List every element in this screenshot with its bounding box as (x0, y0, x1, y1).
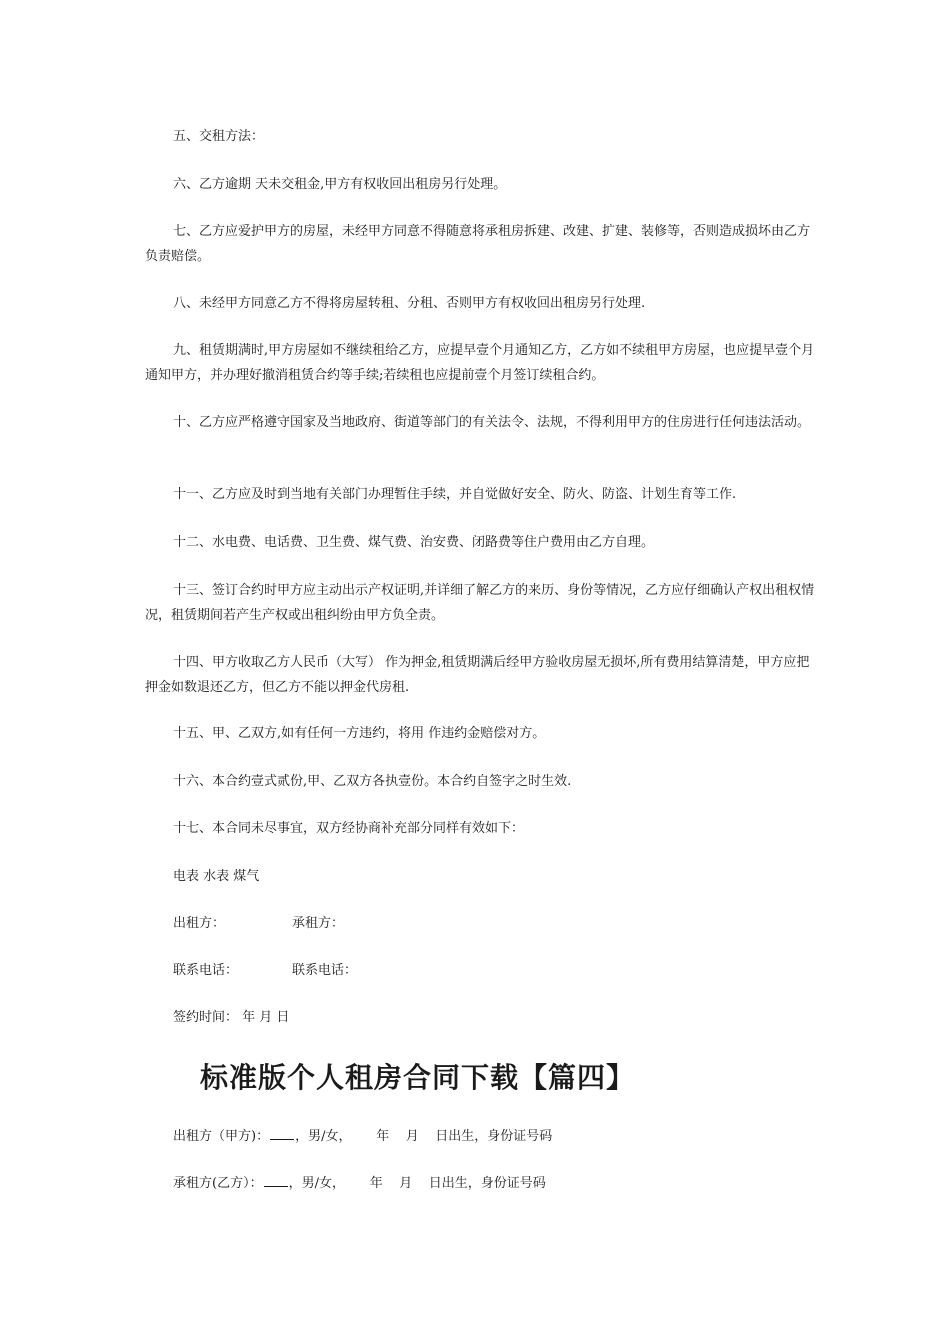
clause-8: 八、未经甲方同意乙方不得将房屋转租、分租、否则甲方有权收回出租房另行处理. (173, 296, 646, 311)
clause-13: 十三、签订合约时甲方应主动出示产权证明,并详细了解乙方的来历、身份等情况，乙方应仔细确认产权出租权情况，租赁期间若产生产权或出租纠纷由甲方负全责。 (145, 583, 815, 623)
signing-date-label: 签约时间： 年 月 日 (173, 1010, 290, 1025)
clause-9: 九、租赁期满时,甲方房屋如不继续租给乙方，应提早壹个月通知乙方，乙方如不续租甲方房屋，也应提早壹个月通知甲方，并办理好撤消租赁合约等手续;若续租也应提前壹个月签订续租合约。 (145, 343, 815, 383)
lessee-name-blank (264, 1174, 288, 1187)
lessee-party-line (173, 1171, 546, 1196)
lessor-phone-label: 联系电话： (173, 963, 239, 978)
meters-line: 电表 水表 煤气 (173, 869, 260, 884)
clause-12: 十二、水电费、电话费、卫生费、煤气费、治安费、闭路费等住户费用由乙方自理。 (173, 535, 655, 550)
clause-11: 十一、乙方应及时到当地有关部门办理暂住手续，并自觉做好安全、防火、防盗、计划生育等工作. (173, 487, 737, 502)
lessee-party-suffix: ，男/女， 年 月 日出生，身份证号码 (288, 1176, 546, 1191)
clause-15: 十五、甲、乙双方,如有任何一方违约，将用 作违约金赔偿对方。 (173, 726, 546, 741)
clause-7: 七、乙方应爱护甲方的房屋，未经甲方同意不得随意将承租房拆建、改建、扩建、装修等，否则造成损坏由乙方负责赔偿。 (145, 224, 811, 264)
clause-16: 十六、本合约壹式贰份,甲、乙双方各执壹份。本合约自签字之时生效. (173, 774, 572, 789)
lessor-party-prefix: 出租方（甲方)： (173, 1129, 270, 1144)
lessee-party-prefix: 承租方(乙方）： (173, 1176, 263, 1191)
lessor-name-blank (270, 1127, 294, 1140)
lessee-signature-label: 承租方： (292, 916, 345, 931)
section-heading: 标准版个人租房合同下载【篇四】 (200, 1061, 636, 1094)
clause-17: 十七、本合同未尽事宜，双方经协商补充部分同样有效如下： (173, 821, 525, 836)
lessee-phone-label: 联系电话： (292, 963, 358, 978)
clause-6: 六、乙方逾期 天未交租金,甲方有权收回出租房另行处理。 (173, 177, 507, 192)
clause-5: 五、交租方法： (173, 129, 265, 144)
clause-10: 十、乙方应严格遵守国家及当地政府、街道等部门的有关法令、法规，不得利用甲方的住房进行任何违法活动。 (173, 415, 811, 430)
lessor-party-suffix: ，男/女， 年 月 日出生，身份证号码 (295, 1129, 553, 1144)
lessor-party-line (173, 1124, 552, 1149)
lessor-signature-label: 出租方： (173, 916, 226, 931)
clause-14: 十四、甲方收取乙方人民币（大写） 作为押金,租赁期满后经甲方验收房屋无损坏,所有费用结算清楚，甲方应把押金如数退还乙方，但乙方不能以押金代房租. (145, 655, 810, 695)
